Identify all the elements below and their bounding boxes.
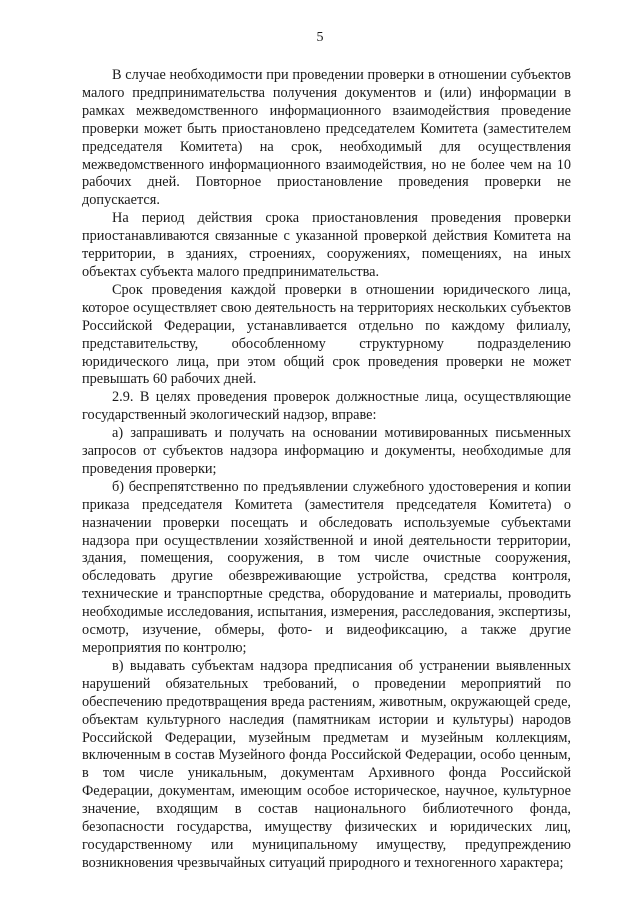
document-body	[82, 67, 571, 873]
paragraph-item-b: б) беспрепятственно по предъявлении служебного удостоверения и копии приказа председателя Комитета (заместителя председателя Комитета) о назначении проверки посещать и обследовать используемые субъектами надзора при осуществлении хозяйственной и иной деятельности территории, здания, помещения, сооружения, в том числе очистные сооружения, обследовать другие обезвреживающие устройства, средства контроля, технические и транспортные средства, оборудование и материалы, проводить необходимые исследования, испытания, измерения, расследования, экспертизы, осмотр, изучение, обмеры, фото- и видеофиксацию, а также другие мероприятия по контролю;	[82, 478, 571, 656]
paragraph-inspection-term: Срок проведения каждой проверки в отношении юридического лица, которое осуществляет свою деятельность на территориях нескольких субъектов Российской Федерации, устанавливается отдельно по каждому филиалу, представительству, обособленному структурному подразделению юридического лица, при этом общий срок проведения проверки не может превышать 60 рабочих дней.	[82, 281, 571, 388]
paragraph-item-v: в) выдавать субъектам надзора предписания об устранении выявленных нарушений обязательных требований, о проведении мероприятий по обеспечению предотвращения вреда растениям, животным, окружающей среде, объектам культурного наследия (памятникам истории и культуры) народов Российской Федерации, музейным предметам и музейным коллекциям, включенным в состав Музейного фонда Российской Федерации, особо ценным, в том числе уникальным, документам Архивного фонда Российской Федерации, документам, имеющим особое историческое, научное, культурное значение, входящим в состав национального библиотечного фонда, безопасности государства, имуществу физических и юридических лиц, государственному или муниципальному имуществу, предупреждению возникновения чрезвычайных ситуаций природного и техногенного характера;	[82, 657, 571, 871]
paragraph-suspension-of-inspection: В случае необходимости при проведении проверки в отношении субъектов малого предпринимательства получения документов и (или) информации в рамках межведомственного информационного взаимодействия проведение проверки может быть приостановлено председателем Комитета (заместителем председателя Комитета) на срок, необходимый для осуществления межведомственного информационного взаимодействия, но не более чем на 10 рабочих дней. Повторное приостановление проведения проверки не допускается.	[82, 67, 571, 209]
paragraph-item-a: а) запрашивать и получать на основании мотивированных письменных запросов от субъектов надзора информацию и документы, необходимые для проведения проверки;	[82, 425, 571, 477]
paragraph-suspension-period: На период действия срока приостановления проведения проверки приостанавливаются связанные с указанной проверкой действия Комитета на территории, в зданиях, строениях, сооружениях, помещениях, на иных объектах субъекта малого предпринимательства.	[82, 210, 571, 280]
page-number: 5	[316, 30, 324, 45]
paragraph-section-2-9: 2.9. В целях проведения проверок должностные лица, осуществляющие государственный экологический надзор, вправе:	[82, 389, 571, 424]
